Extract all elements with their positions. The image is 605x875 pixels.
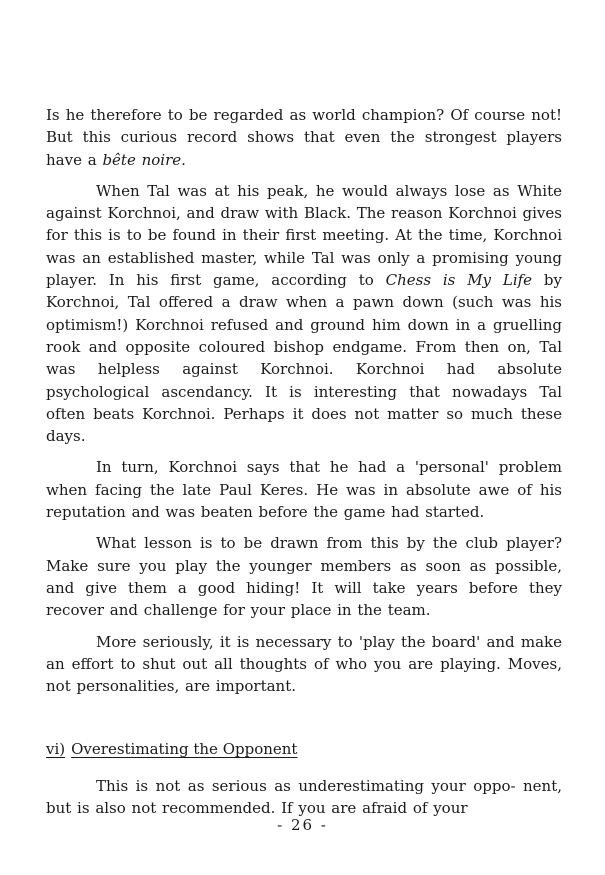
section-heading bbox=[46, 738, 562, 760]
paragraph-5: More seriously, it is necessary to 'play the board' and make an effort to shut out all thoughts of who you are playing. Moves, not personalities, are important. bbox=[46, 632, 562, 696]
section-number: vi) bbox=[46, 740, 66, 759]
paragraph-4: What lesson is to be drawn from this by the club player? Make sure you play the younger members as soon as possible, and give them a good hiding! It will take years before they recover and challenge for your place in the team. bbox=[46, 534, 562, 620]
paragraph-1-text: Is he therefore to be regarded as world champion? Of course not! But this curious record shows that even the strongest players have a bbox=[46, 106, 562, 169]
paragraph-2 bbox=[46, 180, 562, 448]
page-body bbox=[46, 104, 562, 819]
book-title: Chess is My Life bbox=[385, 271, 533, 290]
paragraph-2-text-b: by Korchnoi, Tal offered a draw when a pawn down (such was his optimism!) Korchnoi refused and ground him down in a gruelling rook and opposite coloured bishop endgame. From then on, Tal was helpless against Korchnoi. Korchnoi had absolute psychological ascendancy. It is interesting that nowadays Tal often beats Korchnoi. Perhaps it does not matter so much these days. bbox=[46, 271, 562, 446]
page-number: - 26 - bbox=[277, 816, 328, 834]
paragraph-1 bbox=[46, 104, 562, 171]
paragraph-6: This is not as serious as underestimating your oppo- nent, but is also not recommended. If you are afraid of your bbox=[46, 776, 562, 818]
paragraph-3: In turn, Korchnoi says that he had a 'personal' problem when facing the late Paul Keres. He was in absolute awe of his reputation and was beaten before the game had started. bbox=[46, 458, 562, 522]
section-title: Overestimating the Opponent bbox=[71, 740, 298, 759]
bete-noire-phrase: bête noire. bbox=[102, 150, 186, 169]
paragraph-2-text-a: When Tal was at his peak, he would always lose as White against Korchnoi, and draw with Black. The reason Korchnoi gives for this is to be found in their first meeting. At the time, Korchnoi was an established master, while Tal was only a promising young player. In his first game, according to bbox=[46, 181, 562, 290]
